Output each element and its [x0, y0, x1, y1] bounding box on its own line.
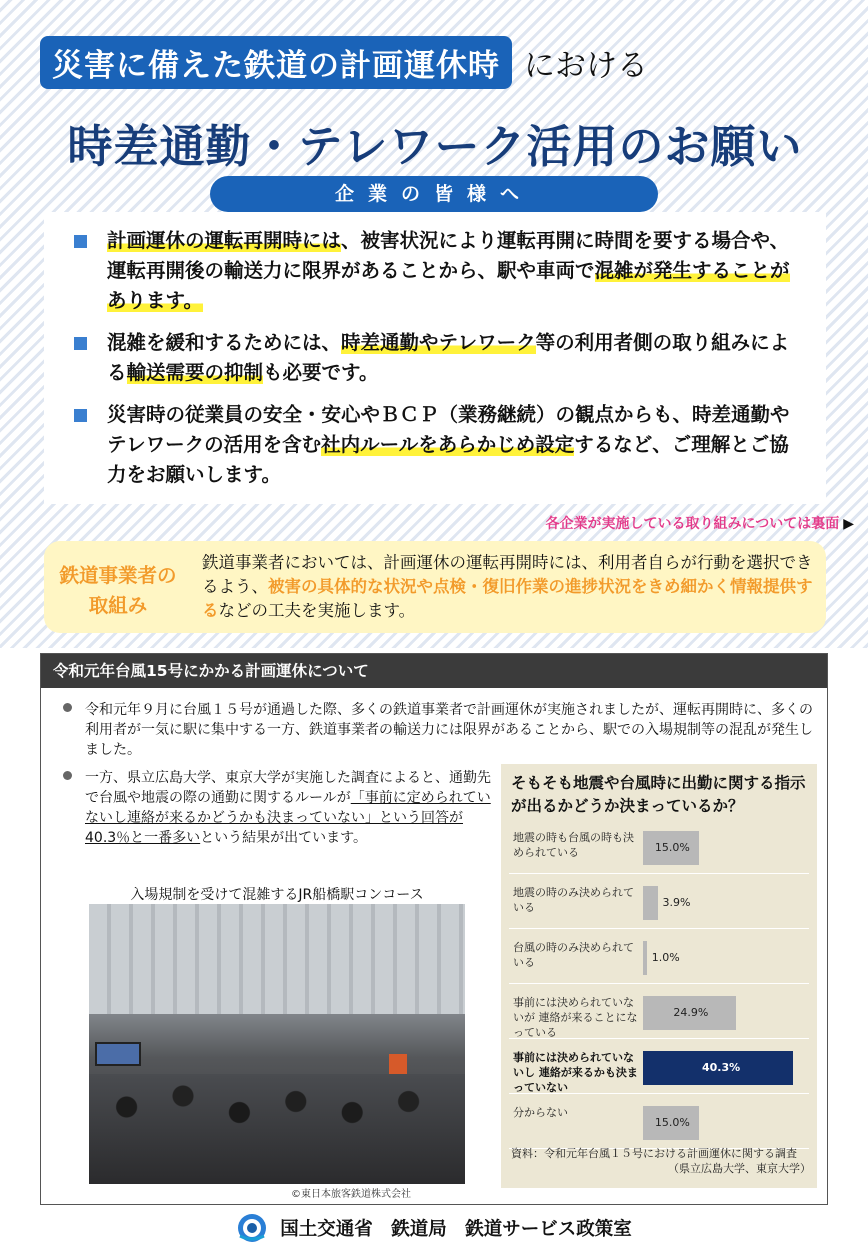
- survey-row-label: 分からない: [513, 1106, 568, 1119]
- survey-row-label: 地震の時のみ決められている: [513, 886, 634, 914]
- subtitle-line: [40, 37, 648, 87]
- mlit-logo-icon: [236, 1212, 268, 1244]
- bullet-text: 混雑を緩和するためには、時差通勤やテレワーク等の利用者側の取り組みによる輸送需要の抑制も必要です。: [107, 331, 790, 384]
- survey-row-label: 台風の時のみ決められている: [513, 941, 634, 969]
- railway-label: 鉄道事業者の取組み: [59, 564, 177, 617]
- survey-row-label: 事前には決められていないし 連絡が来るかも決まっていない: [513, 1051, 638, 1094]
- bullet-square-icon: [74, 337, 87, 350]
- bullet-text: 災害時の従業員の安全・安心やＢＣＰ（業務継続）の観点からも、時差通勤やテレワークの活用を含む社内ルールをあらかじめ設定するなど、ご理解とご協力をお願いします。: [107, 403, 790, 486]
- back-page-note: 各企業が実施している取り組みについては裏面 ▶: [545, 516, 854, 532]
- bullet-dot-icon: [63, 771, 72, 780]
- typhoon-section: [40, 653, 828, 1205]
- footer: [0, 1210, 868, 1246]
- page-title: 時差通勤・テレワーク活用のお願い: [67, 120, 803, 173]
- bullet-square-icon: [74, 409, 87, 422]
- survey-title: そもそも地震や台風時に出勤に関する指示が出るかどうか決まっているか？: [511, 774, 806, 815]
- bullet-dot-icon: [63, 703, 72, 712]
- survey-value-label: 24.9%: [673, 1006, 709, 1019]
- survey-row-label: 事前には決められていないが 連絡が来ることになっている: [513, 996, 638, 1039]
- survey-value-label: 15.0%: [654, 841, 690, 854]
- railway-initiatives-box: [44, 541, 826, 633]
- survey-row: [509, 1042, 809, 1094]
- survey-row: [509, 822, 809, 874]
- section-heading: 令和元年台風15号にかかる計画運休について: [41, 654, 827, 688]
- bullet-text: 計画運休の運転再開時には、被害状況により運転再開に時間を要する場合や、運転再開後の輸送力に限界があることから、駅や車両で混雑が発生することがあります。: [107, 229, 790, 312]
- railway-text: 鉄道事業者においては、計画運休の運転再開時には、利用者自らが行動を選択できるよう、被害の具体的な状況や点検・復旧作業の進捗状況をきめ細かく情報提供するなどの工夫を実施します。: [202, 553, 813, 620]
- survey-bar: [643, 886, 658, 920]
- bullet-item: [74, 328, 797, 388]
- subtitle-suffix: における: [524, 47, 648, 84]
- organization-name: 国土交通省 鉄道局 鉄道サービス政策室: [280, 1219, 632, 1240]
- survey-source: 資料：令和元年台風１５号における計画運休に関する調査 （県立広島大学、東京大学）: [511, 1147, 811, 1175]
- photo-caption: 入場規制を受けて混雑するJR船橋駅コンコース: [130, 887, 424, 903]
- survey-chart: [501, 764, 817, 1188]
- paragraph: 令和元年９月に台風１５号が通過した際、多くの鉄道事業者で計画運休が実施されましたが、運転再開時に、多くの利用者が一気に駅に集中する一方、鉄道事業者の輸送力には限界があることから、駅での入場規制等の混乱が発生しました。: [63, 700, 813, 760]
- audience-banner: 企業の皆様へ: [210, 176, 658, 212]
- subtitle-tag: 災害に備えた鉄道の計画運休時: [40, 36, 512, 89]
- bullet-square-icon: [74, 235, 87, 248]
- survey-value-label: 15.0%: [654, 1116, 690, 1129]
- survey-value-label: 40.3%: [702, 1061, 741, 1074]
- station-crowd-photo: [89, 904, 465, 1184]
- survey-row-label: 地震の時も台風の時も決められている: [513, 831, 634, 859]
- survey-value-label: 3.9%: [662, 896, 691, 909]
- bullet-item: [74, 400, 797, 490]
- survey-row: [509, 987, 809, 1039]
- triangle-right-icon: ▶: [843, 516, 854, 532]
- survey-row: [509, 1097, 809, 1149]
- photo-credit: ©東日本旅客鉄道株式会社: [291, 1189, 411, 1200]
- bullet-item: [74, 226, 797, 316]
- survey-bar: [643, 941, 647, 975]
- paragraph: 一方、県立広島大学、東京大学が実施した調査によると、通勤先で台風や地震の際の通勤に関するルールが「事前に定められていないし連絡が来るかどうかも決まっていない」という回答が40.3％と一番多いという結果が出ています。: [63, 768, 495, 848]
- survey-row: [509, 932, 809, 984]
- survey-row: [509, 877, 809, 929]
- survey-value-label: 1.0%: [651, 951, 680, 964]
- request-panel: [44, 212, 826, 504]
